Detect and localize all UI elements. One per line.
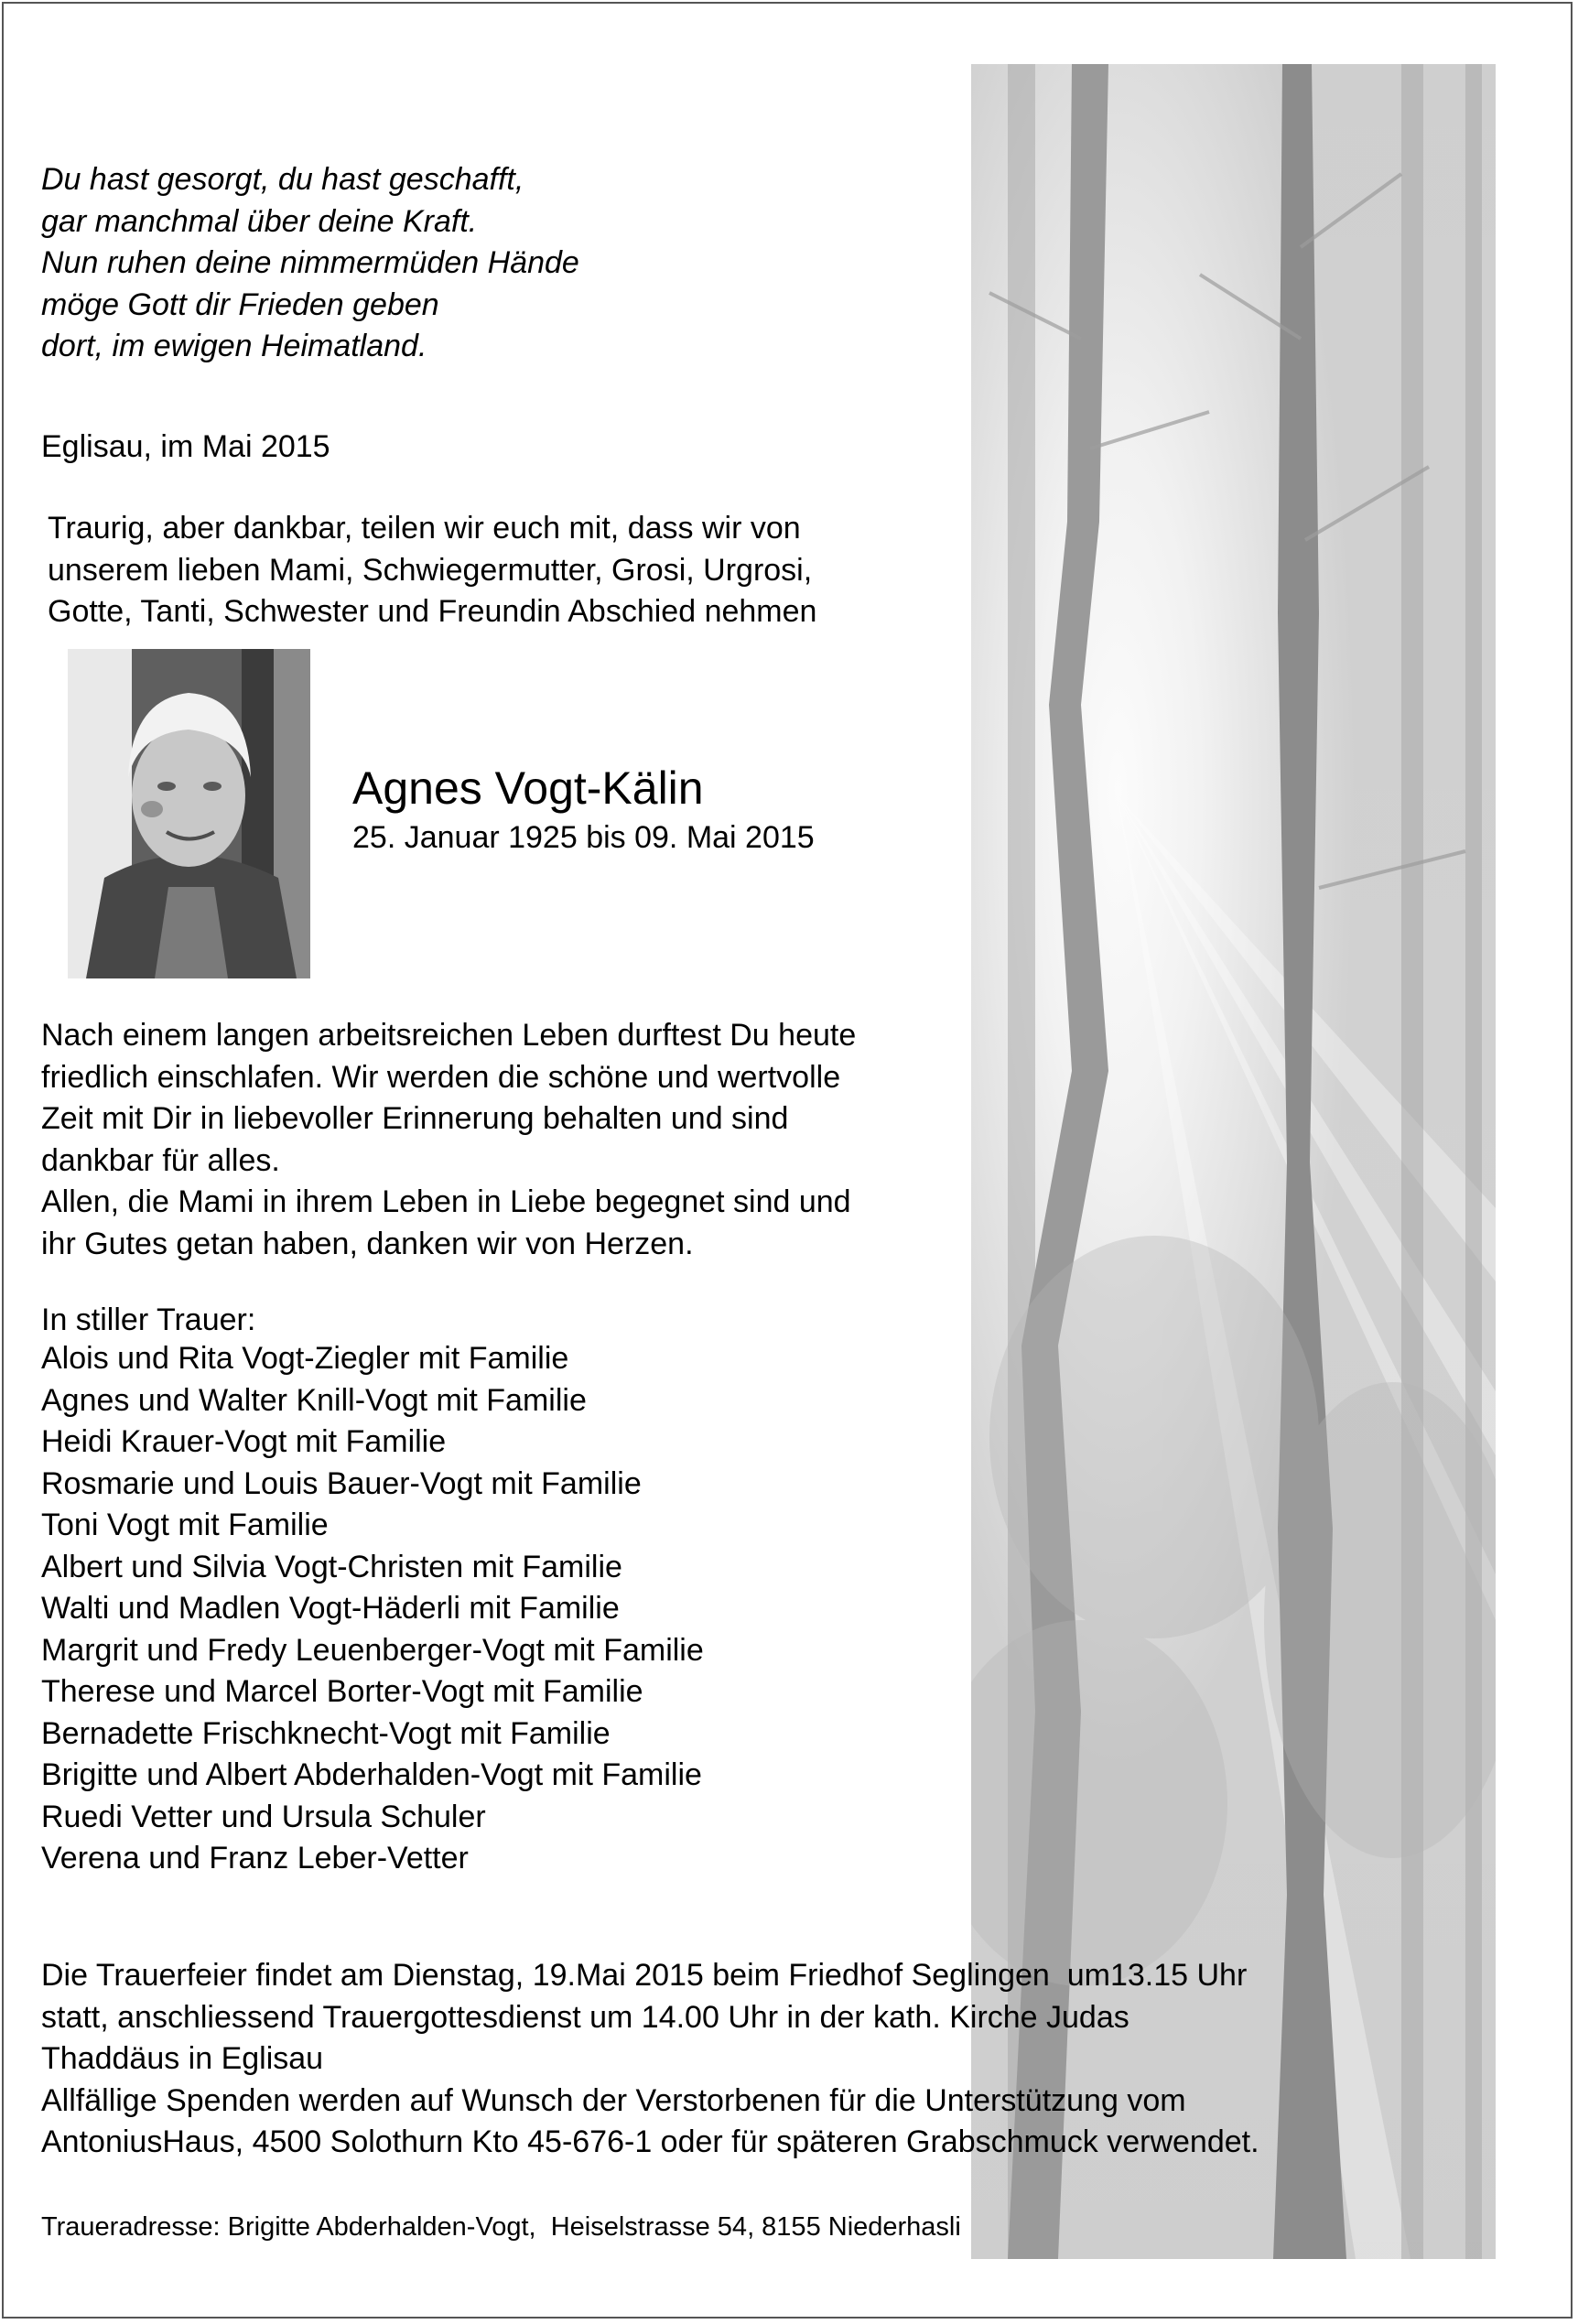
mourning-title: In stiller Trauer: xyxy=(41,1303,256,1337)
deceased-dates: 25. Januar 1925 bis 09. Mai 2015 xyxy=(352,820,815,855)
mourner-entry: Rosmarie und Louis Bauer-Vogt mit Familie xyxy=(41,1465,642,1501)
poem-line: Nun ruhen deine nimmermüden Hände xyxy=(41,245,579,280)
ceremony-line: statt, anschliessend Trauergottesdienst um 14.00 Uhr in der kath. Kirche Judas xyxy=(41,1999,1129,2035)
forest-background-photo xyxy=(971,64,1496,2259)
mourner-entry: Alois und Rita Vogt-Ziegler mit Familie xyxy=(41,1341,569,1376)
message-line: friedlich einschlafen. Wir werden die schöne und wertvolle xyxy=(41,1059,841,1095)
mourners-list xyxy=(41,1338,704,1880)
mourner-entry: Margrit und Fredy Leuenberger-Vogt mit Familie xyxy=(41,1632,704,1668)
poem-line: möge Gott dir Frieden geben xyxy=(41,286,439,322)
poem-line: Du hast gesorgt, du hast geschafft, xyxy=(41,162,524,197)
message-line: ihr Gutes getan haben, danken wir von Herzen. xyxy=(41,1226,694,1261)
message-line: Nach einem langen arbeitsreichen Leben durftest Du heute xyxy=(41,1018,857,1053)
poem-line: dort, im ewigen Heimatland. xyxy=(41,329,427,363)
mourning-address: Traueradresse: Brigitte Abderhalden-Vogt, Heiselstrasse 54, 8155 Niederhasli xyxy=(41,2212,961,2242)
poem xyxy=(41,159,579,368)
deceased-name: Agnes Vogt-Kälin xyxy=(352,762,704,814)
mourner-entry: Heidi Krauer-Vogt mit Familie xyxy=(41,1424,447,1459)
mourner-entry: Brigitte und Albert Abderhalden-Vogt mit Familie xyxy=(41,1757,702,1792)
mourner-entry: Agnes und Walter Knill-Vogt mit Familie xyxy=(41,1382,587,1418)
intro-text xyxy=(48,508,816,633)
intro-line: unserem lieben Mami, Schwiegermutter, Grosi, Urgrosi, xyxy=(48,552,813,588)
farewell-message xyxy=(41,1015,856,1265)
mourner-entry: Albert und Silvia Vogt-Christen mit Familie xyxy=(41,1549,622,1584)
place-date: Eglisau, im Mai 2015 xyxy=(41,429,330,464)
mourner-entry: Ruedi Vetter und Ursula Schuler xyxy=(41,1799,486,1834)
ceremony-line: Thaddäus in Eglisau xyxy=(41,2041,324,2076)
message-line: Zeit mit Dir in liebevoller Erinnerung behalten und sind xyxy=(41,1101,789,1136)
ceremony-line: Allfällige Spenden werden auf Wunsch der Verstorbenen für die Unterstützung vom xyxy=(41,2082,1186,2118)
mourner-entry: Therese und Marcel Borter-Vogt mit Familie xyxy=(41,1674,643,1709)
intro-line: Gotte, Tanti, Schwester und Freundin Abschied nehmen xyxy=(48,594,817,629)
ceremony-info xyxy=(41,1955,1259,2164)
mourner-entry: Verena und Franz Leber-Vetter xyxy=(41,1841,469,1875)
mourner-entry: Toni Vogt mit Familie xyxy=(41,1508,329,1542)
message-line: Allen, die Mami in ihrem Leben in Liebe begegnet sind und xyxy=(41,1184,851,1219)
intro-line: Traurig, aber dankbar, teilen wir euch mit, dass wir von xyxy=(48,511,801,546)
poem-line: gar manchmal über deine Kraft. xyxy=(41,203,478,239)
mourner-entry: Walti und Madlen Vogt-Häderli mit Familie xyxy=(41,1591,620,1626)
portrait-photo xyxy=(68,649,310,978)
message-line: dankbar für alles. xyxy=(41,1142,280,1178)
mourner-entry: Bernadette Frischknecht-Vogt mit Familie xyxy=(41,1715,611,1751)
ceremony-line: Die Trauerfeier findet am Dienstag, 19.Mai 2015 beim Friedhof Seglingen um13.15 Uhr xyxy=(41,1958,1248,1993)
ceremony-line: AntoniusHaus, 4500 Solothurn Kto 45-676-1 oder für späteren Grabschmuck verwendet. xyxy=(41,2124,1259,2159)
